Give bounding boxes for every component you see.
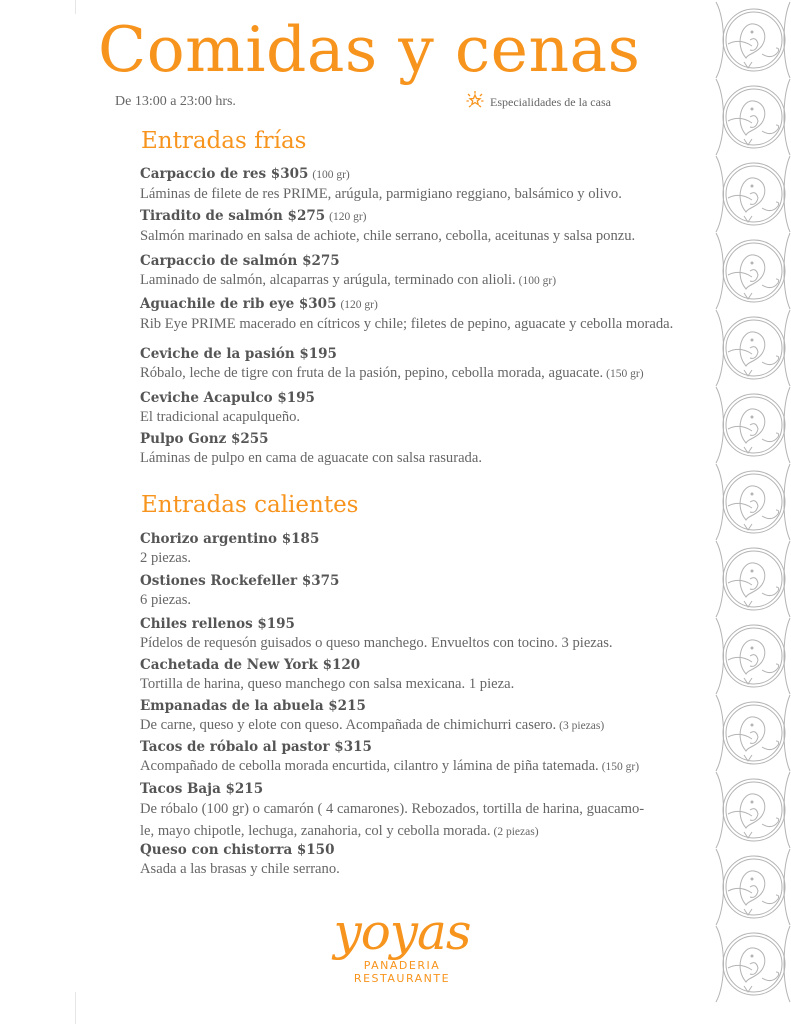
logo-line-2: RESTAURANTE [353,972,451,985]
decorative-bird-border [712,0,791,1024]
menu-item-name-price: Queso con chistorra $150 [140,842,335,858]
bird-medallion-icon [716,2,790,78]
menu-item-title [140,166,710,184]
menu-item-portion: (120 gr) [340,299,378,311]
menu-item-name-price: Pulpo Gonz $255 [140,431,269,447]
menu-item-title [140,296,710,314]
menu-item-name-price: Chiles rellenos $195 [140,616,295,632]
bird-medallion-icon [716,849,790,925]
menu-item [140,346,710,384]
menu-item [140,739,710,777]
bird-medallion-icon [716,79,790,155]
bird-medallion-icon [716,695,790,771]
menu-item-description [140,590,710,610]
bird-medallion-icon [716,618,790,694]
star-burst-icon [465,90,485,114]
logo-line-1: PANADERIA [363,959,441,972]
menu-item-portion: (150 gr) [601,761,640,773]
menu-item-title [140,781,710,798]
menu-item-description-text: Salmón marinado en salsa de achiote, chile serrano, cebolla, aceitunas y salsa ponzu. [140,228,636,244]
menu-item-description-text: Laminado de salmón, alcaparras y arúgula, terminado con alioli. [140,272,516,288]
menu-item-portion: (100 gr) [518,275,557,287]
menu-item-description [140,756,710,777]
menu-item-portion: (150 gr) [606,368,644,380]
menu-item-title [140,431,710,448]
menu-item-name-price: Tacos Baja $215 [140,781,264,797]
menu-item-title [140,657,710,674]
menu-item [140,431,710,468]
menu-item-description [140,407,710,427]
menu-item-title [140,390,710,407]
menu-item [140,616,710,653]
menu-item-description [140,184,710,204]
menu-item-portion: (3 piezas) [559,720,605,732]
bird-medallion-icon [716,387,790,463]
menu-item-description-text: 2 piezas. [140,550,192,566]
bird-medallion-icon [716,926,790,1002]
menu-item [140,296,710,334]
menu-item-name-price: Ceviche de la pasión $195 [140,346,337,362]
menu-item-description-text: Láminas de pulpo en cama de aguacate con salsa rasurada. [140,450,482,466]
menu-item-title [140,573,710,590]
menu-item-portion: (120 gr) [329,211,367,223]
menu-item [140,573,710,610]
yoyas-logo [322,905,482,985]
logo-wordmark: yoyas [333,903,471,961]
menu-item-name-price: Aguachile de rib eye $305 [140,296,337,312]
bird-medallion-icon [716,772,790,848]
menu-item-description-text: Asada a las brasas y chile serrano. [140,861,340,877]
menu-item-title [140,253,710,270]
menu-item-portion: (2 piezas) [493,826,539,838]
menu-item-title [140,346,710,363]
menu-item-description-text: Acompañado de cebolla morada encurtida, cilantro y lámina de piña tatemada. [140,758,599,774]
menu-item-name-price: Chorizo argentino $185 [140,531,320,547]
bird-medallion-icon [716,156,790,232]
section-title-entradas-calientes: Entradas calientes [141,492,359,518]
menu-item-description [140,270,710,291]
menu-item-description [140,363,710,384]
hours-text: De 13:00 a 23:00 hrs. [115,94,236,109]
menu-item-description [140,448,710,468]
bird-medallion-icon [716,233,790,309]
bird-medallion-icon [716,310,790,386]
menu-item-description [140,674,710,694]
menu-item [140,657,710,694]
menu-item-title [140,531,710,548]
menu-item [140,166,710,204]
menu-item-name-price: Tiradito de salmón $275 [140,208,326,224]
menu-item-name-price: Carpaccio de res $305 [140,166,309,182]
menu-item-title [140,842,710,859]
page-title: Comidas y cenas [98,13,641,86]
menu-item-description-text: Láminas de filete de res PRIME, arúgula, parmigiano reggiano, balsámico y olivo. [140,186,622,202]
menu-item [140,208,710,246]
menu-item-description-text: Rib Eye PRIME macerado en cítricos y chile; filetes de pepino, aguacate y cebolla morada. [140,316,674,332]
specialties-legend-label: Especialidades de la casa [490,94,611,109]
menu-item-title [140,208,710,226]
menu-item-description [140,859,710,879]
menu-item-description [140,798,710,843]
menu-item-description-text: Tortilla de harina, queso manchego con salsa mexicana. 1 pieza. [140,676,515,692]
bird-medallion-icon [716,464,790,540]
menu-item-name-price: Cachetada de New York $120 [140,657,361,673]
menu-item-description-text: 6 piezas. [140,592,192,608]
menu-item-description [140,226,710,246]
menu-item-portion: (100 gr) [312,169,350,181]
menu-item [140,698,710,736]
section-title-entradas-frias: Entradas frías [141,128,307,154]
menu-item-description [140,548,710,568]
menu-item-name-price: Ceviche Acapulco $195 [140,390,315,406]
specialties-legend [465,90,611,114]
menu-item-description [140,314,710,334]
menu-item-description-text: De róbalo (100 gr) o camarón ( 4 camarones). Rebozados, tortilla de harina, guacamo- [140,801,645,817]
bird-medallion-icon [716,541,790,617]
menu-item-description-text: Róbalo, leche de tigre con fruta de la pasión, pepino, cebolla morada, aguacate. [140,365,604,381]
menu-item-title [140,616,710,633]
menu-item-description-text: De carne, queso y elote con queso. Acompañada de chimichurri casero. [140,717,557,733]
menu-item [140,253,710,291]
menu-item-description [140,715,710,736]
menu-item-title [140,739,710,756]
menu-item [140,842,710,879]
menu-item-description-text: le, mayo chipotle, lechuga, zanahoria, col y cebolla morada. [140,823,491,839]
menu-item [140,390,710,427]
menu-item-name-price: Empanadas de la abuela $215 [140,698,366,714]
menu-item-name-price: Tacos de róbalo al pastor $315 [140,739,372,755]
menu-item [140,531,710,568]
menu-item-title [140,698,710,715]
menu-item [140,781,710,843]
menu-item-description-text: Pídelos de requesón guisados o queso manchego. Envueltos con tocino. 3 piezas. [140,635,613,651]
menu-item-name-price: Carpaccio de salmón $275 [140,253,340,269]
divider-line [75,0,76,14]
menu-item-name-price: Ostiones Rockefeller $375 [140,573,340,589]
menu-item-description [140,633,710,653]
menu-item-description-text: El tradicional acapulqueño. [140,409,301,425]
divider-line [75,992,76,1024]
